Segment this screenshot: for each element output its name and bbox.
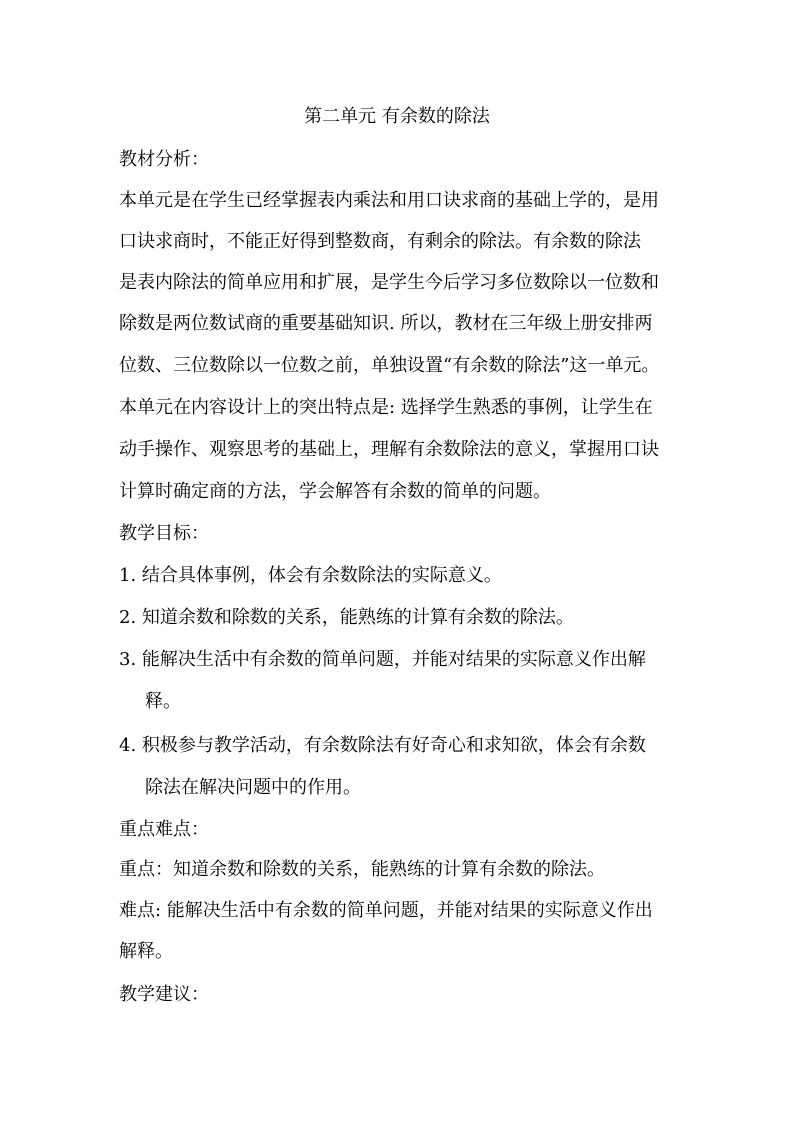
analysis-line: 位数、三位数除以一位数之前，单独设置“有余数的除法”这一单元。: [119, 355, 660, 376]
difficulty-line: 难点: 能解决生活中有余数的简单问题，并能对结果的实际意义作出: [119, 900, 653, 921]
section-heading-key-points: 重点难点：: [119, 819, 209, 840]
difficulty-line: 解释。: [119, 941, 173, 962]
section-heading-suggestions: 教学建议：: [119, 984, 209, 1005]
goal-item-continuation: 释。: [145, 691, 181, 712]
analysis-line: 本单元是在学生已经掌握表内乘法和用口诀求商的基础上学的，是用: [119, 190, 659, 211]
analysis-line: 本单元在内容设计上的突出特点是: 选择学生熟悉的事例，让学生在: [119, 397, 653, 418]
goal-item-continuation: 除法在解决问题中的作用。: [145, 777, 361, 798]
analysis-line: 动手操作、观察思考的基础上，理解有余数除法的意义，掌握用口诀: [119, 439, 659, 460]
key-point-line: 重点：知道余数和除数的关系，能熟练的计算有余数的除法。: [119, 859, 605, 880]
section-heading-analysis: 教材分析：: [119, 149, 209, 170]
analysis-line: 口诀求商时，不能正好得到整数商，有剩余的除法。有余数的除法: [119, 231, 641, 252]
analysis-line: 是表内除法的简单应用和扩展，是学生今后学习多位数除以一位数和: [119, 272, 659, 293]
analysis-line: 计算时确定商的方法，学会解答有余数的简单的问题。: [119, 481, 551, 502]
goal-item: 4. 积极参与教学活动，有余数除法有好奇心和求知欲，体会有余数: [119, 735, 646, 756]
goal-item: 3. 能解决生活中有余数的简单问题，并能对结果的实际意义作出解: [119, 649, 646, 670]
goal-item: 2. 知道余数和除数的关系，能熟练的计算有余数的除法。: [119, 607, 574, 628]
section-heading-goals: 教学目标：: [119, 523, 209, 544]
goal-item: 1. 结合具体事例，体会有余数除法的实际意义。: [119, 565, 502, 586]
page-title: 第二单元 有余数的除法: [304, 106, 490, 127]
analysis-line: 除数是两位数试商的重要基础知识. 所以，教材在三年级上册安排两: [119, 313, 653, 334]
